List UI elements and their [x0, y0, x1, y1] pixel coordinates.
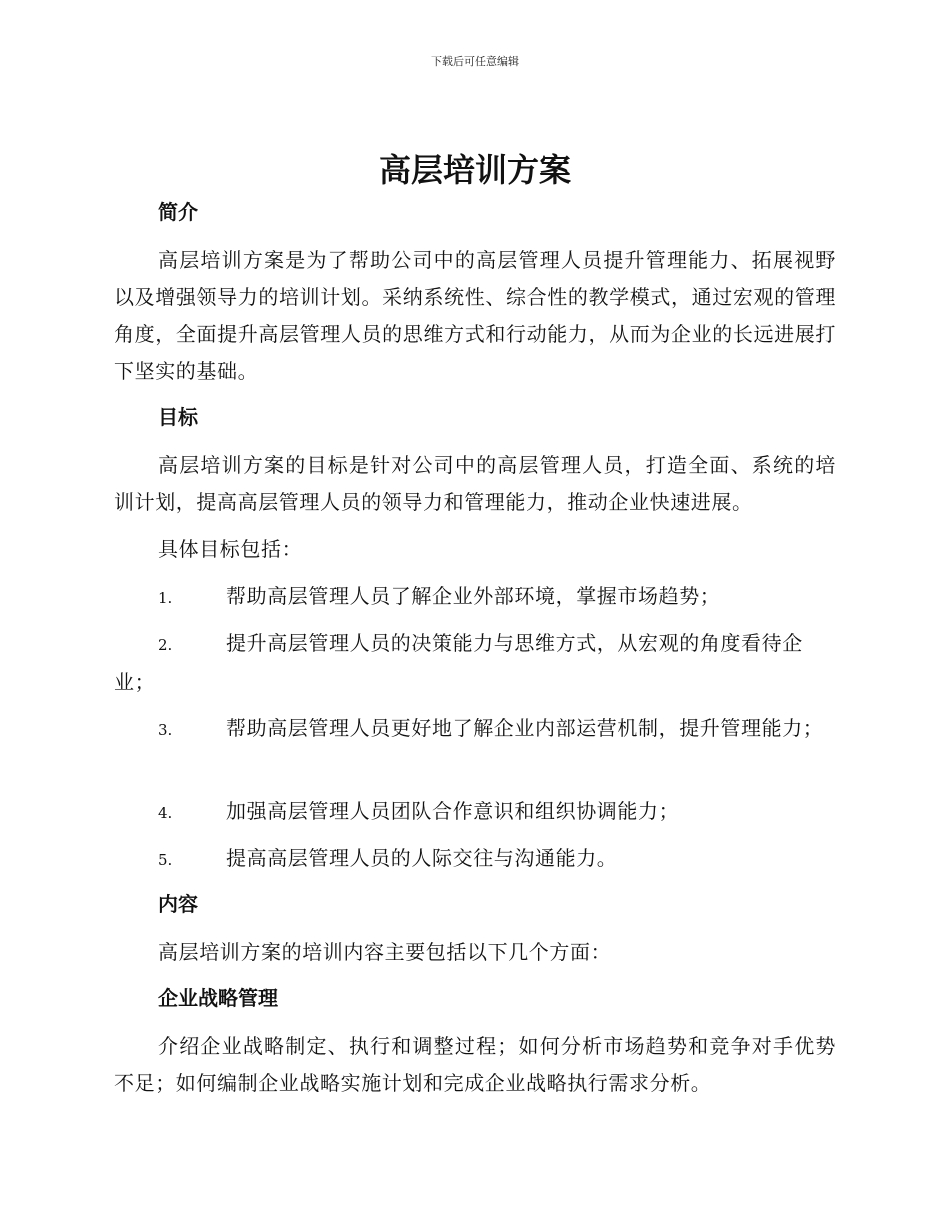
- section-heading-strategy: 企业战略管理: [158, 986, 278, 1010]
- section-heading-intro: 简介: [158, 200, 198, 224]
- list-item-text: 帮助高层管理人员了解企业外部环境，掌握市场趋势；: [226, 584, 721, 608]
- goals-list-intro: 具体目标包括：: [158, 537, 303, 561]
- goals-paragraph: 高层培训方案的目标是针对公司中的高层管理人员，打造全面、系统的培训计划，提高高层管理人员的领导力和管理能力，推动企业快速进展。: [114, 453, 836, 514]
- list-item-text: 加强高层管理人员团队合作意识和组织协调能力；: [226, 799, 680, 823]
- list-item-number: 2.: [158, 636, 173, 654]
- list-item: [114, 840, 836, 879]
- content-paragraph: 高层培训方案的培训内容主要包括以下几个方面：: [158, 940, 612, 964]
- strategy-paragraph: 介绍企业战略制定、执行和调整过程；如何分析市场趋势和竞争对手优势不足；如何编制企业战略实施计划和完成企业战略执行需求分析。: [114, 1034, 836, 1095]
- list-item-number: 1.: [158, 589, 173, 607]
- list-item: [114, 793, 836, 832]
- section-heading-goals: 目标: [158, 405, 198, 429]
- list-item: [114, 710, 836, 749]
- list-item-text: 提高高层管理人员的人际交往与沟通能力。: [226, 846, 618, 870]
- list-item-text: 帮助高层管理人员更好地了解企业内部运营机制，提升管理能力；: [226, 716, 824, 740]
- list-item: [114, 625, 836, 701]
- intro-paragraph: 高层培训方案是为了帮助公司中的高层管理人员提升管理能力、拓展视野以及增强领导力的培训计划。采纳系统性、综合性的教学模式，通过宏观的管理角度，全面提升高层管理人员的思维方式和行动能力，从而为企业的长远进展打下坚实的基础。: [114, 248, 836, 383]
- header-note: 下载后可任意编辑: [431, 55, 519, 68]
- document-title: 高层培训方案: [378, 151, 571, 189]
- section-heading-content: 内容: [158, 892, 198, 916]
- list-item: [114, 578, 836, 617]
- list-item-number: 4.: [158, 804, 173, 822]
- list-item-number: 3.: [158, 721, 173, 739]
- list-item-number: 5.: [158, 851, 173, 869]
- list-item-text: 提升高层管理人员的决策能力与思维方式，从宏观的角度看待企业；: [114, 631, 803, 694]
